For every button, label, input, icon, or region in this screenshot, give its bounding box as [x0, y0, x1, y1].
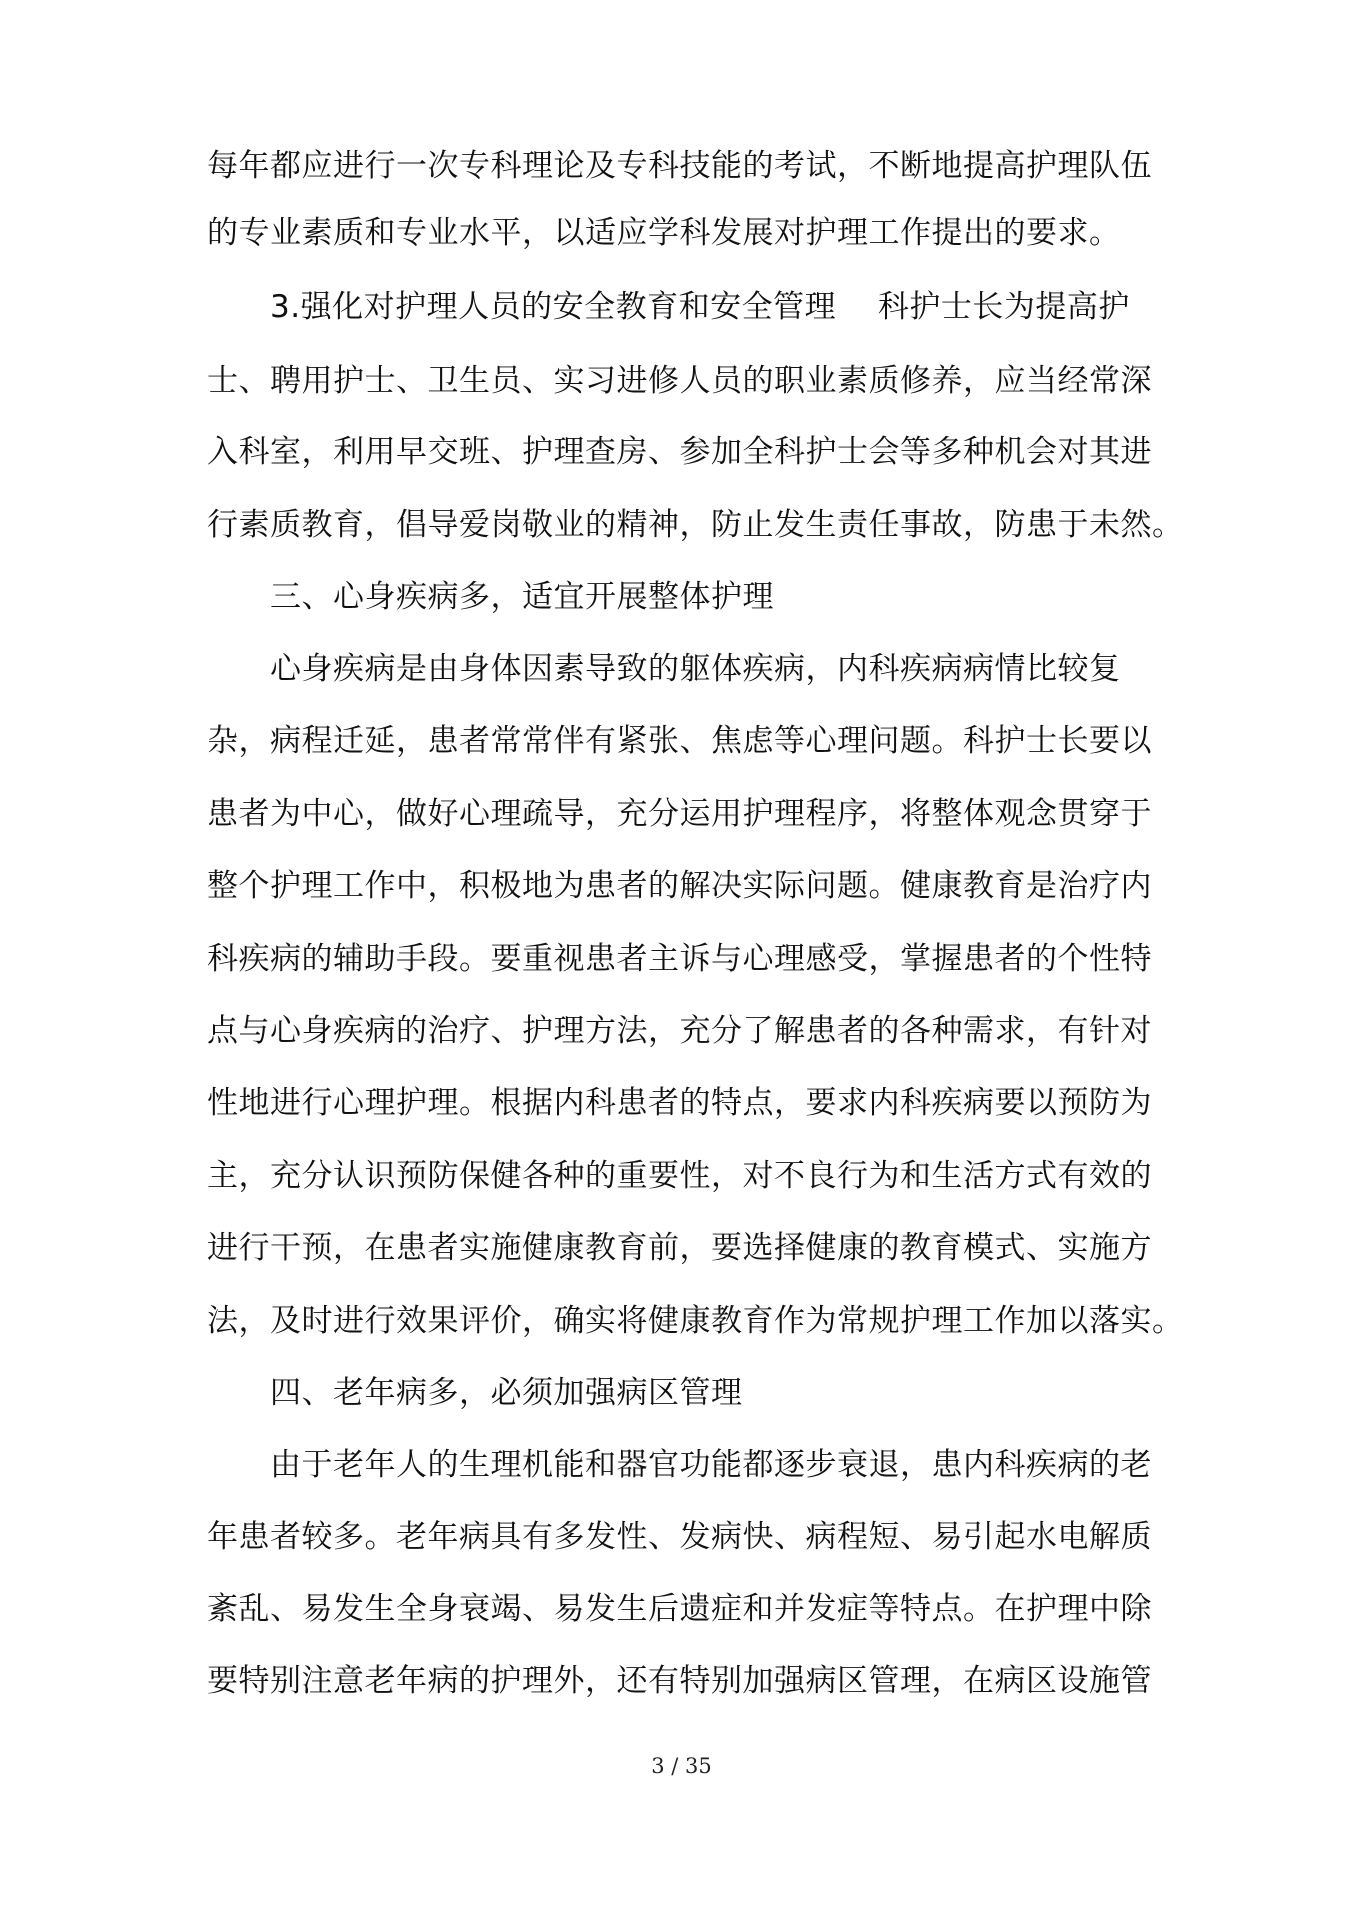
text-line: 年患者较多。老年病具有多发性、发病快、病程短、易引起水电解质 [207, 1519, 1152, 1555]
text-line: 杂，病程迁延，患者常常伴有紧张、焦虑等心理问题。科护士长要以 [207, 723, 1152, 759]
section-heading: 三、心身疾病多，适宜开展整体护理 [270, 579, 774, 615]
text-line: 要特别注意老年病的护理外，还有特别加强病区管理，在病区设施管 [207, 1663, 1152, 1699]
text-line: 主，充分认识预防保健各种的重要性，对不良行为和生活方式有效的 [207, 1158, 1152, 1194]
text-line: 进行干预，在患者实施健康教育前，要选择健康的教育模式、实施方 [207, 1230, 1152, 1266]
text-line: 由于老年人的生理机能和器官功能都逐步衰退，患内科疾病的老 [270, 1447, 1152, 1483]
text-line: 患者为中心，做好心理疏导，充分运用护理程序，将整体观念贯穿于 [207, 796, 1152, 832]
text-line: 点与心身疾病的治疗、护理方法，充分了解患者的各种需求，有针对 [207, 1013, 1152, 1049]
text-line: 行素质教育，倡导爱岗敬业的精神，防止发生责任事故，防患于未然。 [207, 507, 1184, 543]
text-line: 每年都应进行一次专科理论及专科技能的考试，不断地提高护理队伍 [207, 148, 1152, 184]
section-heading: 四、老年病多，必须加强病区管理 [270, 1375, 743, 1411]
text-line: 法，及时进行效果评价，确实将健康教育作为常规护理工作加以落实。 [207, 1303, 1184, 1339]
text-line: 紊乱、易发生全身衰竭、易发生后遗症和并发症等特点。在护理中除 [207, 1591, 1152, 1627]
page-number: 3 / 35 [651, 1754, 712, 1778]
text-line: 3.强化对护理人员的安全教育和安全管理 科护士长为提高护 [270, 289, 1130, 325]
text-line: 整个护理工作中，积极地为患者的解决实际问题。健康教育是治疗内 [207, 868, 1152, 904]
text-line: 的专业素质和专业水平，以适应学科发展对护理工作提出的要求。 [207, 215, 1121, 251]
text-line: 入科室，利用早交班、护理查房、参加全科护士会等多种机会对其进 [207, 434, 1152, 470]
text-line: 性地进行心理护理。根据内科患者的特点，要求内科疾病要以预防为 [207, 1085, 1152, 1121]
text-line: 士、聘用护士、卫生员、实习进修人员的职业素质修养，应当经常深 [207, 363, 1152, 399]
text-line: 心身疾病是由身体因素导致的躯体疾病，内科疾病病情比较复 [270, 651, 1121, 687]
text-line: 科疾病的辅助手段。要重视患者主诉与心理感受，掌握患者的个性特 [207, 941, 1152, 977]
